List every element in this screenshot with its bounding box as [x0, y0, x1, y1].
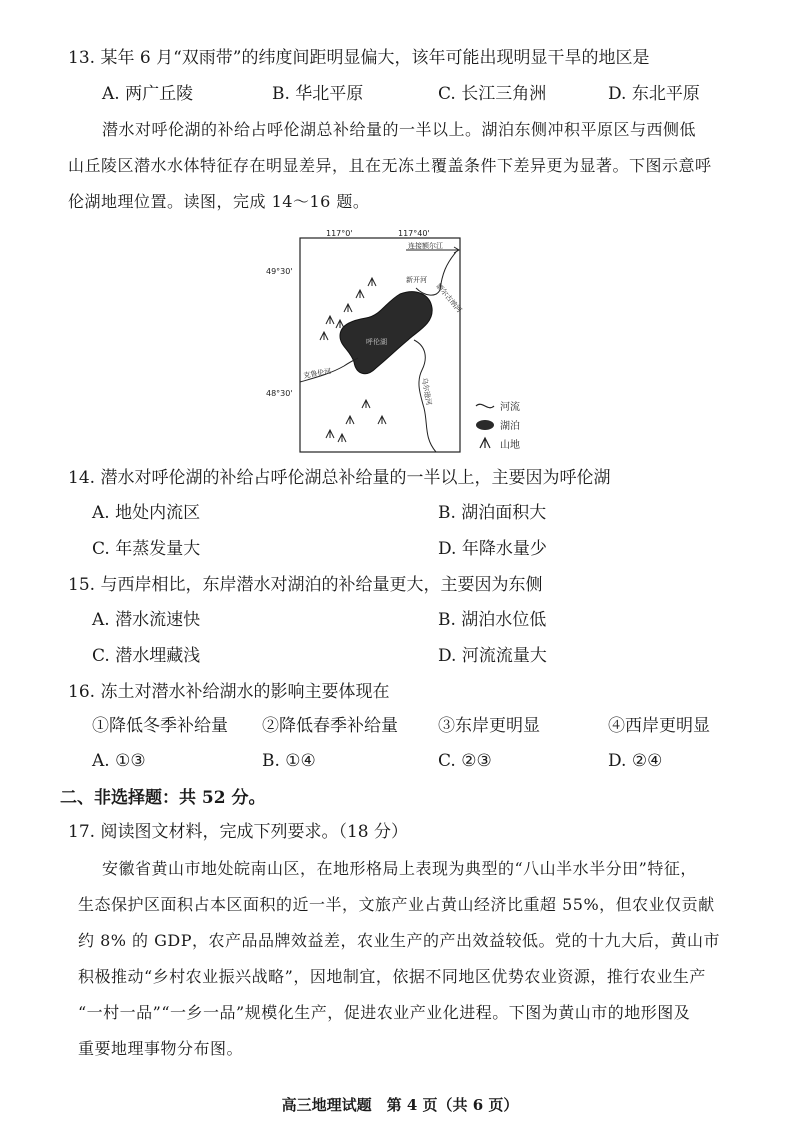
river-label-4: 克鲁伦河: [302, 367, 332, 380]
q16-option-b: B. ①④: [262, 751, 316, 771]
q13-option-a: A. 两广丘陵: [102, 84, 194, 104]
q17-line-5: “一村一品”“一乡一品”规模化生产，促进农业产业化进程。下图为黄山市的地形图及: [78, 1003, 691, 1022]
mountain-icon: [346, 416, 354, 424]
mountain-icon: [362, 400, 370, 408]
hulun-lake-map: [266, 228, 466, 456]
passage1-line-1: 潜水对呼伦湖的补给占呼伦湖总补给量的一半以上。湖泊东侧冲积平原区与西侧低: [102, 120, 697, 139]
q17-stem: 17. 阅读图文材料，完成下列要求。（18 分）: [68, 822, 408, 842]
q13-option-c: C. 长江三角洲: [438, 84, 547, 104]
q16-option-c: C. ②③: [438, 751, 492, 771]
q15-option-c: C. 潜水埋藏浅: [92, 646, 201, 666]
q17-line-6: 重要地理事物分布图。: [78, 1039, 244, 1058]
q16-option-d: D. ②④: [608, 751, 663, 771]
legend-mountain: 山地: [500, 440, 520, 451]
q14-option-c: C. 年蒸发量大: [92, 539, 201, 559]
hulun-lake: [340, 292, 432, 374]
legend-mountain-icon: [480, 438, 490, 448]
mountain-icon: [326, 316, 334, 324]
lon-label-1: 117°0': [326, 229, 353, 238]
legend-lake-icon: [476, 420, 494, 430]
q14-option-d: D. 年降水量少: [438, 539, 547, 559]
mountain-icon: [368, 278, 376, 286]
q17-line-2: 生态保护区面积占本区面积的近一半，文旅产业占黄山经济比重超 55%，但农业仅贡献: [78, 895, 715, 914]
mountain-icon: [356, 290, 364, 298]
q16-item-4: ④西岸更明显: [608, 716, 710, 736]
lat-label-1: 49°30': [266, 267, 293, 276]
q17-line-1: 安徽省黄山市地处皖南山区，在地形格局上表现为典型的“八山半水半分田”特征，: [102, 859, 697, 878]
q17-line-4: 积极推动“乡村农业振兴战略”，因地制宜，依据不同地区优势农业资源，推行农业生产: [78, 967, 706, 986]
mountain-icon: [326, 430, 334, 438]
q15-option-a: A. 潜水流速快: [92, 610, 201, 630]
q13-stem: 13. 某年 6 月“双雨带”的纬度间距明显偏大，该年可能出现明显干旱的地区是: [68, 48, 650, 68]
mountain-icon: [344, 304, 352, 312]
mountain-icon: [320, 332, 328, 340]
river-label-3: 额尔古纳河: [434, 282, 464, 315]
q16-item-3: ③东岸更明显: [438, 716, 540, 736]
mountain-icon: [378, 416, 386, 424]
map-legend: [474, 398, 554, 454]
lat-label-2: 48°30': [266, 389, 293, 398]
legend-river-icon: [476, 404, 494, 407]
q13-option-b: B. 华北平原: [272, 84, 364, 104]
legend-river: 河流: [500, 402, 520, 413]
q15-option-b: B. 湖泊水位低: [438, 610, 547, 630]
q16-option-a: A. ①③: [92, 751, 146, 771]
page-footer: 高三地理试题 第 4 页（共 6 页）: [281, 1096, 519, 1114]
river-label-1: 连接额尔江: [408, 242, 443, 250]
q16-item-2: ②降低春季补给量: [262, 716, 398, 736]
section2-title: 二、非选择题：共 52 分。: [60, 788, 266, 808]
river-label-5: 乌尔逊河: [420, 376, 433, 406]
q17-line-3: 约 8% 的 GDP，农产品品牌效益差，农业生产的产出效益较低。党的十九大后，黄山市: [78, 931, 721, 950]
legend-lake: 湖泊: [500, 421, 520, 432]
q14-option-a: A. 地处内流区: [92, 503, 201, 523]
river-label-2: 新开河: [406, 276, 427, 284]
q13-option-d: D. 东北平原: [608, 84, 700, 104]
q16-item-1: ①降低冬季补给量: [92, 716, 228, 736]
passage1-line-2: 山丘陵区潜水水体特征存在明显差异，且在无冻土覆盖条件下差异更为显著。下图示意呼: [68, 156, 712, 175]
q16-stem: 16. 冻土对潜水补给湖水的影响主要体现在: [68, 682, 390, 702]
q14-stem: 14. 潜水对呼伦湖的补给占呼伦湖总补给量的一半以上，主要因为呼伦湖: [68, 468, 611, 488]
lon-label-2: 117°40': [398, 229, 430, 238]
lake-label: 呼伦湖: [366, 338, 387, 346]
q14-option-b: B. 湖泊面积大: [438, 503, 547, 523]
passage1-line-3: 伦湖地理位置。读图，完成 14～16 题。: [68, 192, 370, 211]
mountain-icon: [336, 320, 344, 328]
mountain-icon: [338, 434, 346, 442]
q15-option-d: D. 河流流量大: [438, 646, 547, 666]
q15-stem: 15. 与西岸相比，东岸潜水对湖泊的补给量更大，主要因为东侧: [68, 575, 543, 595]
